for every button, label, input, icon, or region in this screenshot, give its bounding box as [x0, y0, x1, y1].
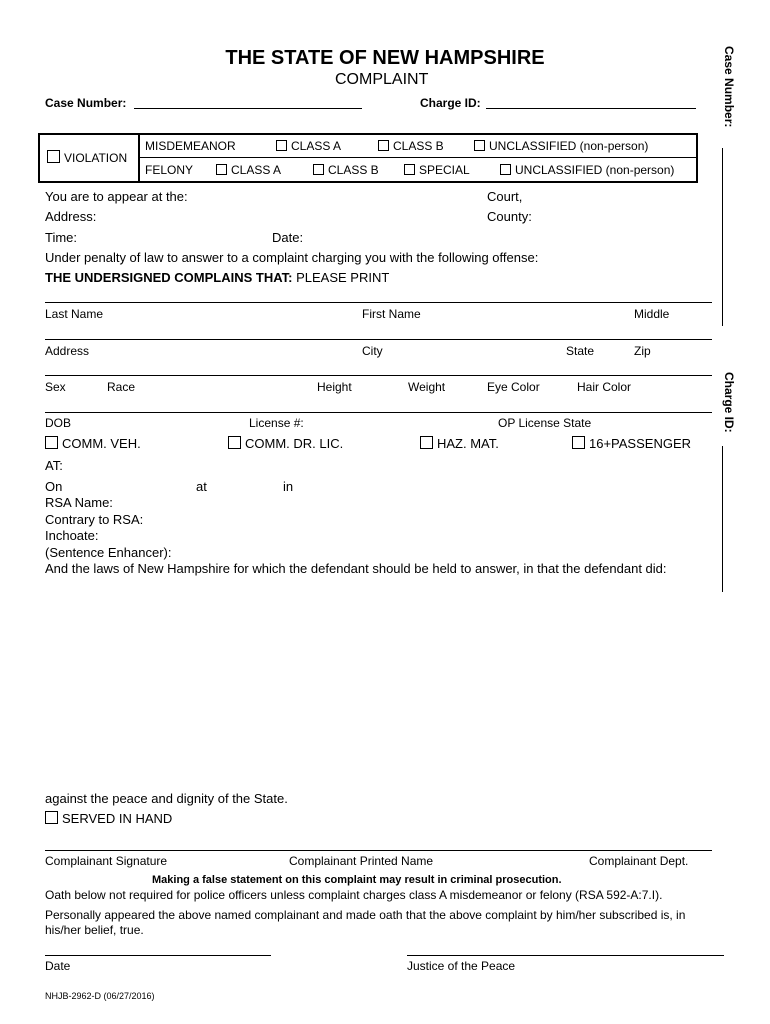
court-label: Court,: [487, 189, 523, 204]
haz-mat-checkbox[interactable]: [420, 436, 433, 449]
classification-row-divider: [138, 157, 698, 158]
misd-class-a-label: CLASS A: [291, 139, 342, 153]
passenger-checkbox[interactable]: [572, 436, 585, 449]
side-case-number-label: Case Number:: [722, 46, 736, 128]
fel-unclassified-checkbox[interactable]: [500, 164, 511, 175]
name-field-line[interactable]: [45, 302, 712, 303]
haz-mat-label: HAZ. MAT.: [437, 436, 499, 451]
date-sig-label: Date: [45, 959, 71, 973]
address-field-label: Address: [45, 344, 90, 358]
misd-class-b-option[interactable]: [378, 139, 444, 153]
complainant-sig-line[interactable]: [45, 850, 712, 851]
misd-unclassified-option[interactable]: [474, 139, 648, 153]
complainant-printed-name-label: Complainant Printed Name: [289, 854, 434, 868]
address-field-line[interactable]: [45, 339, 712, 340]
classification-divider: [138, 133, 140, 183]
at-label: AT:: [45, 458, 63, 473]
fel-class-b-label: CLASS B: [328, 163, 379, 177]
page-subtitle: COMPLAINT: [335, 71, 429, 88]
penalty-text: Under penalty of law to answer to a complaint charging you with the following offense:: [45, 250, 539, 265]
fel-special-option[interactable]: [404, 163, 470, 177]
violation-label: VIOLATION: [64, 151, 128, 165]
case-number-field[interactable]: [134, 108, 362, 109]
form-id: NHJB-2962-D (06/27/2016): [45, 991, 155, 1001]
address-label: Address:: [45, 209, 97, 224]
served-checkbox[interactable]: [45, 811, 58, 824]
at-time-label: at: [196, 479, 207, 494]
license-label: License #:: [249, 416, 304, 430]
comm-dr-lic-label: COMM. DR. LIC.: [245, 436, 344, 451]
side-charge-id-label: Charge ID:: [722, 372, 736, 433]
justice-label: Justice of the Peace: [407, 959, 516, 973]
in-label: in: [283, 479, 294, 494]
fel-class-a-checkbox[interactable]: [216, 164, 227, 175]
dob-field-line[interactable]: [45, 412, 712, 413]
contrary-label: Contrary to RSA:: [45, 512, 144, 527]
misd-class-b-checkbox[interactable]: [378, 140, 389, 151]
weight-label: Weight: [408, 380, 446, 394]
passenger-label: 16+PASSENGER: [589, 436, 692, 451]
misd-class-b-label: CLASS B: [393, 139, 444, 153]
misd-unclassified-checkbox[interactable]: [474, 140, 485, 151]
haz-mat-option[interactable]: [420, 436, 499, 451]
misdemeanor-label: MISDEMEANOR: [145, 139, 236, 153]
justice-sig-line[interactable]: [407, 955, 724, 956]
fel-class-a-label: CLASS A: [231, 163, 282, 177]
eye-color-label: Eye Color: [487, 380, 540, 394]
undersigned-label: THE UNDERSIGNED COMPLAINS THAT:: [45, 270, 293, 285]
last-name-label: Last Name: [45, 307, 104, 321]
misd-unclassified-label: UNCLASSIFIED (non-person): [489, 139, 649, 153]
comm-veh-checkbox[interactable]: [45, 436, 58, 449]
first-name-label: First Name: [362, 307, 421, 321]
false-statement-warning: Making a false statement on this complaint may result in criminal prosecution.: [152, 874, 562, 886]
violation-option[interactable]: [47, 150, 127, 165]
on-label: On: [45, 479, 63, 494]
charge-id-field[interactable]: [486, 108, 696, 109]
fel-class-b-option[interactable]: [313, 163, 379, 177]
served-option[interactable]: [45, 811, 172, 826]
undersigned-line: [45, 270, 389, 285]
fel-special-checkbox[interactable]: [404, 164, 415, 175]
side-case-number: [722, 46, 736, 127]
inchoate-label: Inchoate:: [45, 528, 99, 543]
complainant-dept-label: Complainant Dept.: [589, 854, 689, 868]
case-number-label: Case Number:: [45, 96, 127, 110]
comm-dr-lic-option[interactable]: [228, 436, 343, 451]
enhancer-label: (Sentence Enhancer):: [45, 545, 172, 560]
date-label: Date:: [272, 230, 304, 245]
side-charge-id-line: [722, 446, 723, 592]
city-label: City: [362, 344, 383, 358]
county-label: County:: [487, 209, 532, 224]
fel-class-a-option[interactable]: [216, 163, 281, 177]
peace-text: against the peace and dignity of the State.: [45, 791, 288, 806]
violation-checkbox[interactable]: [47, 150, 60, 163]
appeared-text-2: his/her belief, true.: [45, 923, 144, 937]
time-label: Time:: [45, 230, 78, 245]
appeared-text-1: Personally appeared the above named complainant and made oath that the above complaint by him/her subscribed is, in: [45, 908, 686, 922]
dob-label: DOB: [45, 416, 72, 430]
middle-label: Middle: [634, 307, 670, 321]
fel-special-label: SPECIAL: [419, 163, 470, 177]
oath-note: Oath below not required for police officers unless complaint charges class A misdemeanor or felony (RSA 592-A:7.I).: [45, 888, 663, 902]
appear-at-label: You are to appear at the:: [45, 189, 188, 204]
rsa-name-label: RSA Name:: [45, 495, 113, 510]
side-charge-id: [722, 372, 736, 433]
fel-unclassified-option[interactable]: [500, 163, 674, 177]
comm-veh-option[interactable]: [45, 436, 141, 451]
passenger-option[interactable]: [572, 436, 691, 451]
misd-class-a-option[interactable]: [276, 139, 341, 153]
please-print-label: PLEASE PRINT: [292, 270, 390, 285]
side-case-number-line: [722, 148, 723, 326]
comm-veh-label: COMM. VEH.: [62, 436, 141, 451]
served-label: SERVED IN HAND: [62, 811, 173, 826]
date-sig-line[interactable]: [45, 955, 271, 956]
complainant-signature-label: Complainant Signature: [45, 854, 168, 868]
fel-class-b-checkbox[interactable]: [313, 164, 324, 175]
felony-label: FELONY: [145, 163, 194, 177]
misd-class-a-checkbox[interactable]: [276, 140, 287, 151]
zip-label: Zip: [634, 344, 651, 358]
page-title: THE STATE OF NEW HAMPSHIRE: [225, 47, 545, 69]
fel-unclassified-label: UNCLASSIFIED (non-person): [515, 163, 675, 177]
laws-text: And the laws of New Hampshire for which the defendant should be held to answer, in that the defendant did:: [45, 561, 667, 576]
race-label: Race: [107, 380, 136, 394]
sex-label: Sex: [45, 380, 66, 394]
physical-field-line[interactable]: [45, 375, 712, 376]
comm-dr-lic-checkbox[interactable]: [228, 436, 241, 449]
hair-color-label: Hair Color: [577, 380, 632, 394]
charge-id-label: Charge ID:: [420, 96, 481, 110]
state-label: State: [566, 344, 595, 358]
height-label: Height: [317, 380, 352, 394]
op-license-state-label: OP License State: [498, 416, 592, 430]
